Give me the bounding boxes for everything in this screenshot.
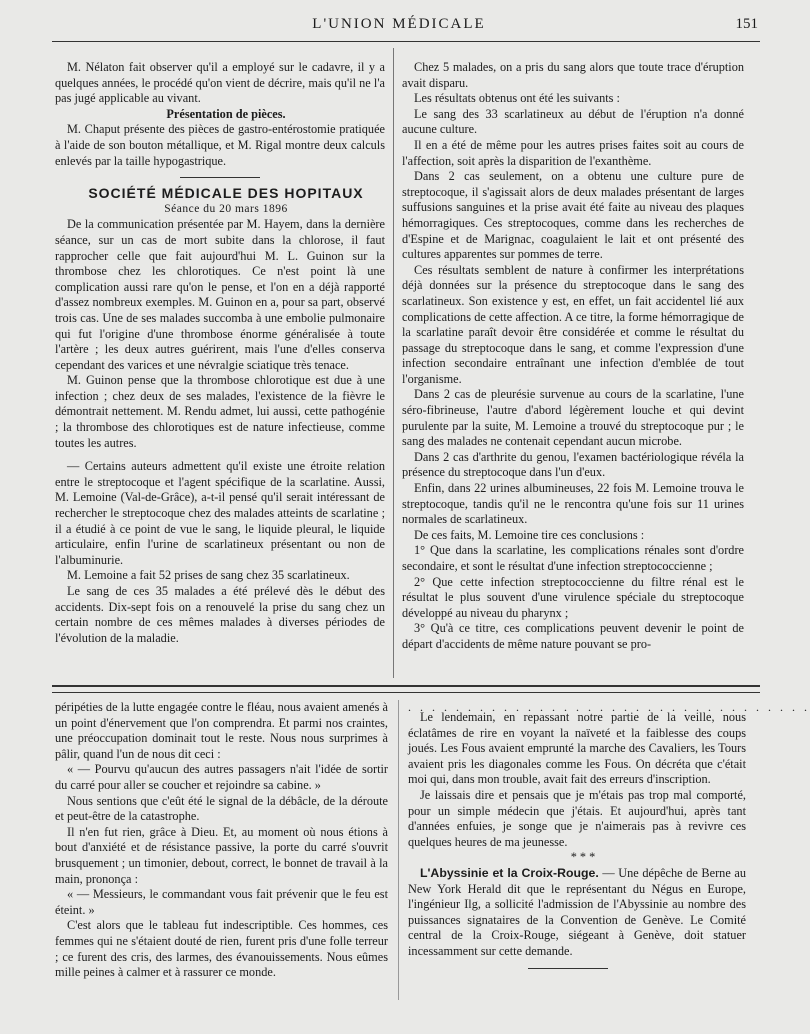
paragraph: Le lendemain, en repassant notre partie de la veille, nous éclatâmes de rire en voyant la naïveté et la faiblesse des coups joués. Les Fous avaient emprunté la marche des Cavaliers, les Tours avaient pris les diagonales comme les Fous. On décréta que c'était moi qui, dans mon trouble, avait fait des erreurs d'inscription. bbox=[408, 710, 746, 787]
paragraph: — Certains auteurs admettent qu'il existe une étroite relation entre le streptocoque et l'agent spécifique de la scarlatine. Aussi, M. Lemoine (Val-de-Grâce), a-t-il pensé qu'il serait intéressant de rechercher le streptocoque chez des malades atteints de scarlatine ; il a étudié à ce point de vue le sang, le liquide pleural, le liquide articulaire, enfin l'urine de scarlatineux présentant ou non de l'albuminurie. bbox=[55, 459, 385, 567]
paragraph: Nous sentions que c'eût été le signal de la débâcle, de la déroute et peut-être de la catastrophe. bbox=[55, 793, 388, 824]
paragraph: Ces résultats semblent de nature à confirmer les interprétations déjà données sur la présence du streptocoque dans le sang des scarlatineux. Son existence y est, en effet, un fait accidentel lié aux complications de cette affection. A ce titre, la forme hémorragique de la scarlatine paraît devoir être considérée et comme le résultat du passage du streptocoque dans le sang, et comme l'expression d'une infection secondaire entraînant une infection d'emblée de tout l'organisme. bbox=[402, 262, 744, 386]
column-divider bbox=[393, 48, 394, 678]
left-column-bottom bbox=[55, 700, 388, 981]
session-date: Séance du 20 mars 1896 bbox=[164, 202, 288, 215]
news-item bbox=[408, 866, 746, 960]
paragraph: Il n'en fut rien, grâce à Dieu. Et, au moment où nous étions à bout d'anxiété et de résistance passive, la porte du carré s'ouvrit brusquement ; un timonier, debout, correct, le bonnet de travail à la main, prononça : bbox=[55, 824, 388, 886]
news-title: L'Abyssinie et la Croix-Rouge. bbox=[420, 865, 599, 880]
news-text: — Une dépêche de Berne au New York Herald dit que le représentant du Négus en Europe, l'ingénieur Ilg, a sollicité l'admission de l'Abyssinie au nombre des puissances signataires de la Convention de Genève. Le Comité central de la Croix-Rouge, siégeant à Genève, doit statuer incessamment sur cette demande. bbox=[408, 865, 746, 958]
right-column-top bbox=[402, 60, 744, 653]
conclusion-item: 2° Que cette infection streptococcienne du filtre rénal est le résultat le plus souvent d'une virulence spéciale du streptocoque développé au niveau du pharynx ; bbox=[402, 574, 744, 620]
paragraph: Dans 2 cas d'arthrite du genou, l'examen bactériologique révéla la présence du streptocoque dans l'un d'eux. bbox=[402, 449, 744, 480]
paragraph: Chez 5 malades, on a pris du sang alors que toute trace d'éruption avait disparu. bbox=[402, 60, 744, 90]
society-heading: SOCIÉTÉ MÉDICALE DES HOPITAUX bbox=[88, 185, 364, 202]
conclusion-item: 3° Qu'à ce titre, ces complications peuvent devenir le point de départ d'accidents de même nature pouvant se pro- bbox=[402, 621, 744, 651]
ellipsis-dots: . . . . . . . . . . . . . . . . . . . . . . . . . . . . . . . . . . bbox=[408, 700, 810, 714]
paragraph: Dans 2 cas seulement, on a obtenu une culture pure de streptocoque, il s'agissait alors de deux malades présentant de larges suffusions sanguines et la prise avait été faite au niveau des plaques hémorragiques. Ces streptocoques, comme dans les recherches de d'Espine et de Marignac, coagulaient le lait et ont présenté des cultures apparentes sur pommes de terre. bbox=[402, 169, 744, 262]
paragraph: Dans 2 cas de pleurésie survenue au cours de la scarlatine, l'une séro-fibrineuse, l'autre d'abord légèrement louche et qui devint purulente par la suite, M. Lemoine a trouvé du streptocoque pur ; le sang des malades ne contenait cependant aucun microbe. bbox=[402, 387, 744, 449]
paragraph: M. Nélaton fait observer qu'il a employé sur le cadavre, il y a quelques années, le procédé qu'on vient de décrire, mais qu'il ne l'a pas jugé applicable au vivant. bbox=[55, 60, 385, 106]
paragraph: M. Chaput présente des pièces de gastro-entérostomie pratiquée à l'aide de son bouton métallique, et M. Rigal montre deux calculs enlevés par la taille hypogastrique. bbox=[55, 122, 385, 168]
paragraph: Je laissais dire et pensais que je m'étais pas trop mal comporté, pour un simple médecin que j'étais. Et aujourd'hui, après tant d'années enfuies, je songe que je n'aimerais pas à revivre ces quelques heures de ma jeunesse. bbox=[408, 787, 746, 849]
paragraph: C'est alors que le tableau fut indescriptible. Ces hommes, ces femmes qui ne s'étaient douté de rien, furent pris d'une folle terreur ; ce furent des cris, des larmes, des évanouissements. Nous eûmes mille peines à calmer et à rassurer ce monde. bbox=[55, 918, 388, 980]
left-column-top bbox=[55, 60, 385, 646]
paragraph: De la communication présentée par M. Hayem, dans la dernière séance, sur un cas de mort subite dans la chlorose, il faut rapprocher celle que fait aujourd'hui M. L. Guinon sur la thrombose chez les chlorotiques. Ce n'est point là une complication aussi rare qu'on le pense, et l'on en a déjà rapporté d'assez nombreux exemples. M. Guinon en a, pour sa part, observé trois cas. Une de ses malades succomba à une embolie pulmonaire qui fut l'origine d'une thrombose énorme généralisée à toute l'artère ; les deux autres guérirent, mais l'une d'elles conserva cependant des varices et une névralgie sciatique très tenace. bbox=[55, 217, 385, 372]
paragraph: M. Guinon pense que la thrombose chlorotique est due à une infection ; chez deux de ses malades, l'existence de la fièvre le démontrait nettement. M. Rendu admet, lui aussi, cette pathogénie ; la thrombose des chlorotiques est de nature infectieuse, comme toutes les autres. bbox=[55, 373, 385, 450]
right-column-bottom bbox=[408, 710, 746, 977]
column-divider-bottom bbox=[398, 700, 399, 1000]
separator-rule bbox=[180, 177, 260, 178]
paragraph: M. Lemoine a fait 52 prises de sang chez 35 scarlatineux. bbox=[67, 568, 350, 583]
paragraph: Le sang des 33 scarlatineux au début de l'éruption n'a donné aucune culture. bbox=[402, 106, 744, 137]
paragraph: « — Messieurs, le commandant vous fait prévenir que le feu est éteint. » bbox=[55, 887, 388, 917]
paragraph: « — Pourvu qu'aucun des autres passagers n'ait l'idée de sortir du carré pour aller se coucher et rejoindre sa cabine. » bbox=[55, 762, 388, 792]
asterism: * * * bbox=[570, 850, 596, 865]
conclusion-item: 1° Que dans la scarlatine, les complications rénales sont d'ordre secondaire, et sont le résultat d'une infection streptococcienne ; bbox=[402, 543, 744, 573]
paragraph: De ces faits, M. Lemoine tire ces conclusions : bbox=[414, 527, 645, 542]
end-rule bbox=[528, 968, 608, 969]
section-heading: Présentation de pièces. bbox=[166, 106, 286, 121]
paragraph: Il en a été de même pour les autres prises faites soit au cours de l'affection, soit après la disparition de l'exanthème. bbox=[402, 137, 744, 168]
paragraph: Enfin, dans 22 urines albumineuses, 22 fois M. Lemoine trouva le streptocoque, tandis qu'il ne le rencontra qu'une fois sur 11 urines normales de scarlatineux. bbox=[402, 481, 744, 527]
paragraph: Les résultats obtenus ont été les suivants : bbox=[414, 91, 620, 106]
feuilleton-rule bbox=[52, 685, 760, 693]
journal-title: L'UNION MÉDICALE bbox=[312, 16, 486, 32]
page-number: 151 bbox=[735, 16, 758, 32]
paragraph: Le sang de ces 35 malades a été prélevé dès le début des accidents. Dix-sept fois on a renouvelé la prise du sang chez un certain nombre de ces mêmes malades à diverses périodes de l'évolution de la maladie. bbox=[55, 584, 385, 645]
header-rule bbox=[52, 41, 760, 42]
paragraph: péripéties de la lutte engagée contre le fléau, nous avaient amenés à un point d'énervement que l'on comprendra. Et parmi nos craintes, une préoccupation dominait tout le reste. Nous nous surprimes à pâlir, quand l'un de nous dit ceci : bbox=[55, 700, 388, 761]
page-header bbox=[40, 12, 758, 36]
